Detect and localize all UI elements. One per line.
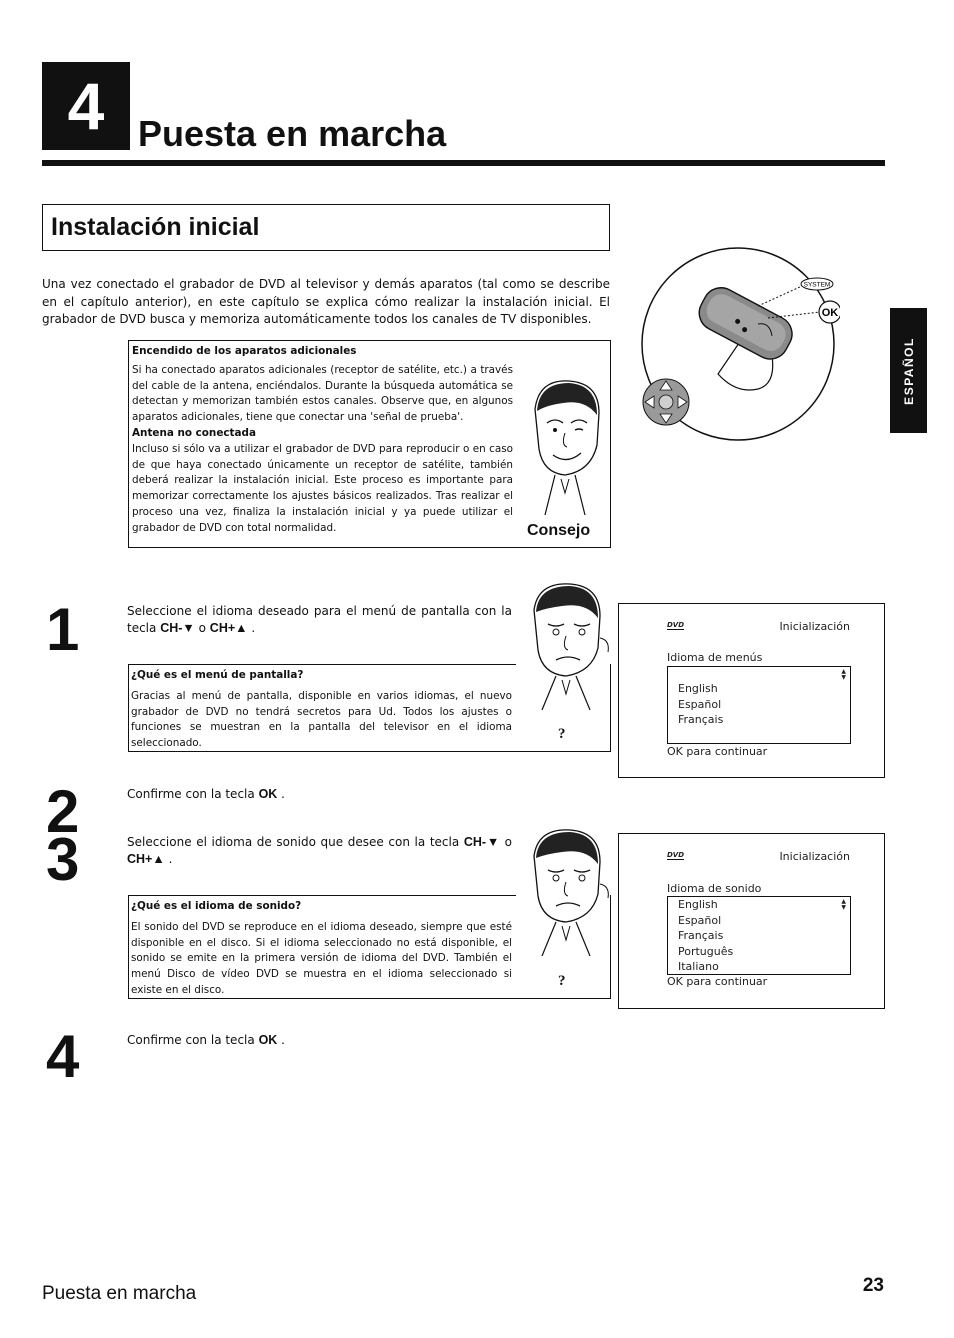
tip-heading-2: Antena no conectada [132,426,256,439]
faq-2-text: El sonido del DVD se reproduce en el idioma deseado, siempre que esté disponible en el disco. Si el idioma seleccionado no está disponible, el sonido se emite en la primera versión de idioma del DVD. También el menú Disco de vídeo DVD se muestra en el idioma seleccionado si existe en el disco. [131,920,512,996]
screen-2-option[interactable]: English [678,898,718,911]
faq-1-character-illustration [520,580,610,710]
scroll-arrows-icon: ▲ ▼ [841,898,846,911]
step-text-4 [127,1032,512,1049]
remote-illustration [640,244,840,444]
screen-1-label: Idioma de menús [667,651,763,664]
step-1-end: . [251,621,256,635]
tip-box [128,340,611,548]
screen-1-footer: OK para continuar [667,745,768,758]
step-text-2 [127,786,512,803]
screen-2-title: Inicialización [779,850,850,863]
screen-2-option[interactable]: Español [678,913,722,927]
step-3-key-ch-plus: CH+▲ [127,852,165,866]
page-number: 23 [862,1275,884,1296]
step-text-1 [127,603,512,637]
scroll-arrows-icon: ▲ ▼ [841,668,846,681]
step-2-key-ok: OK [258,787,278,801]
dvd-logo: DVD [667,621,685,629]
step-3-key-ch-minus: CH-▼ [463,835,501,849]
screen-2-footer: OK para continuar [667,975,768,988]
step-1-conjunction: o [198,621,206,635]
screen-1-option[interactable]: Español [678,697,722,711]
step-4-text: Confirme con la tecla [127,1033,255,1047]
step-2-end: . [281,787,285,801]
screen-1-option[interactable]: Français [678,713,724,727]
step-number-3: 3 [46,826,80,893]
tip-text-2: Incluso si sólo va a utilizar el grabador de DVD para reproducir o en caso de que haya conectado únicamente un receptor de satélite, también deberá realizar la instalación inicial. Este proceso es importante para memorizar correctamente los ajustes básicos realizados. Tras realizar el proceso una vez, finaliza la instalación inicial y ya puede utilizar el grabador de DVD con total normalidad. [132,442,513,534]
step-4-key-ok: OK [258,1033,278,1047]
screen-2-label: Idioma de sonido [667,882,762,895]
dvd-logo: DVD [667,851,685,859]
screen-2-option[interactable]: Italiano [678,960,719,974]
footer-section-name: Puesta en marcha [42,1283,197,1304]
screen-2-option[interactable]: Português [678,944,734,958]
step-number-4: 4 [46,1023,80,1090]
screen-2-option[interactable]: Français [678,929,724,943]
faq-1-heading: ¿Qué es el menú de pantalla? [131,669,304,681]
chapter-rule [42,160,885,166]
step-1-key-ch-minus: CH-▼ [160,621,195,635]
step-text-3 [127,834,512,868]
section-title: Instalación inicial [42,204,610,251]
system-button-label: SYSTEM [803,281,831,289]
step-1-text: Seleccione el idioma deseado para el menú de pantalla con la tecla [127,604,512,635]
chapter-number: 4 [42,62,130,150]
step-1-key-ch-plus: CH+▲ [209,621,248,635]
screen-1-language-list[interactable] [667,666,851,744]
ok-button-label: OK [821,307,839,319]
intro-paragraph: Una vez conectado el grabador de DVD al televisor y demás aparatos (tal como se describe en el capítulo anterior), en este capítulo se explica cómo realizar la instalación inicial. El grabador de DVD busca y memoriza automáticamente todos los canales de TV disponibles. [42,277,610,326]
osd-screen-menu-language [618,603,885,778]
tip-label: Consejo [527,522,591,539]
screen-2-language-list[interactable] [667,896,851,975]
tip-character-illustration [525,375,605,515]
step-2-text: Confirme con la tecla [127,787,255,801]
step-3-conjunction: o [504,835,512,849]
step-3-end: . [168,852,173,866]
faq-2-question-mark: ? [558,973,566,989]
step-3-text: Seleccione el idioma de sonido que desee con la tecla [127,835,460,849]
faq-1-question-mark: ? [558,726,566,742]
faq-1-text: Gracias al menú de pantalla, disponible en varios idiomas, el nuevo grabador de DVD no tendrá secretos para Ud. Todos los ajustes o funciones se muestran en la pantalla del televisor en el idioma seleccionado. [131,689,512,750]
screen-1-title: Inicialización [779,620,850,633]
tip-text-1: Si ha conectado aparatos adicionales (receptor de satélite, etc.) a través del cable de la antena, enciéndalos. Durante la búsqueda automática se detectan y memorizan también estos canales. Observe que, en algunos aparatos adicionales, tiene que conectar una 'señal de prueba'. [132,363,513,424]
tip-heading-1: Encendido de los aparatos adicionales [132,345,357,357]
chapter-title: Puesta en marcha [138,113,447,154]
language-tab-label: ESPAÑOL [901,336,916,405]
step-number-1: 1 [46,596,80,663]
screen-1-option[interactable]: English [678,682,718,695]
osd-screen-audio-language [618,833,885,1009]
step-number-2: 2 [46,778,80,845]
step-4-end: . [281,1033,285,1047]
faq-2-character-illustration [520,826,610,956]
language-tab [890,308,927,433]
faq-2-heading: ¿Qué es el idioma de sonido? [131,900,302,912]
